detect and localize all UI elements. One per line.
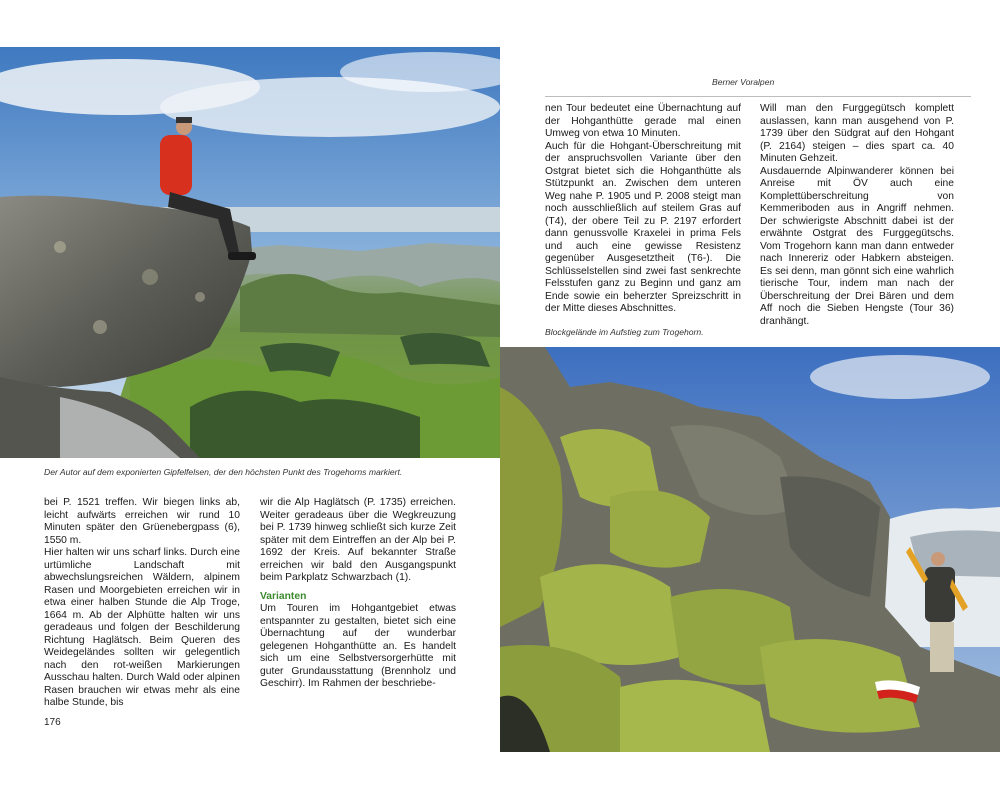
paragraph: bei P. 1521 treffen. Wir biegen links ab, leicht aufwärts erreichen wir rund 10 Minuten später den Grüenebergpass (6), 1550 m. [44,497,240,546]
paragraph: Ausdauernde Alpinwanderer können bei Anreise mit ÖV auch eine Komplettüberschreitung von Kemmeriboden aus in Angriff nehmen. Der schwierigste Abschnitt dabei ist der erwähnte Ostgrat des Furggegütschs. Vom Trogehorn kann man dann entweder nach Innereriz oder Habkern absteigen. Es sei denn, man gönnt sich eine wahrlich tierische Tour, indem man nach der Überschreitung der Drei Bären und dem Aff noch die Sieben Hengste (Tour 36) dranhängt. [760,165,954,327]
paragraph: Hier halten wir uns scharf links. Durch eine urtümliche Landschaft mit abwechslungsreichen Wäldern, alpinem Rasen und Moorgebieten erreichen wir in etwa einer halben Stunde die Alp Troge, 1664 m. Ab der Alphütte halten wir uns geradeaus und folgen der Beschilderung Richtung Haglätsch. Beim Queren des Weidegeländes sollten wir gelegentlich nach den rot-weißen Markierungen Ausschau halten. Durch Wald oder alpinen Rasen brauchen wir etwas mehr als eine halbe Stunde, bis [44,547,240,708]
paragraph: Um Touren im Hohgantgebiet etwas entspannter zu gestalten, bietet sich eine Übernachtung auf der wunderbar gelegenen Hohganthütte an. Es handelt sich um eine Selbstversorgerhütte mit guter Grundausstattung (Brennholz und Geschirr). Im Rahmen der beschriebe- [260,603,456,689]
boulder-field-photo [500,347,1000,752]
right-column-1 [545,103,741,316]
paragraph: Will man den Furggegütsch komplett auslassen, kann man ausgehend von P. 1739 über den Südgrat auf den Hohgant (P. 2164) steigen – dies spart ca. 40 Minuten Gehzeit. [760,103,954,164]
paragraph: nen Tour bedeutet eine Übernachtung auf der Hohganthütte gerade mal einen Umweg von etwa 10 Minuten. [545,103,741,139]
left-column-2 [260,497,456,691]
summit-photo [0,47,500,458]
page-number: 176 [44,717,61,728]
left-column-1 [44,497,240,710]
paragraph: Auch für die Hohgant-Überschreitung mit der anspruchsvollen Variante über den Ostgrat bietet sich die Hohganthütte als Stützpunkt an. Zwischen dem unteren Weg nahe P. 1905 und P. 2008 steigt man noch ausschließlich auf steilem Gras auf (T4), der obere Teil zu P. 2197 erfordert dann genussvolle Kraxelei in prima Fels und auch eine gewisse Resistenz gegenüber Ausgesetztheit (T6-). Die Schlüsselstellen sind zwei fast senkrechte Felsstufen ganz zu Beginn und ganz am Ende sowie ein beherzter Spreizschritt in der Mitte dieses Abschnittes. [545,140,741,314]
header-rule [545,96,971,97]
section-heading: Varianten [260,590,307,602]
left-photo-caption: Der Autor auf dem exponierten Gipfelfelsen, der den höchsten Punkt des Trogehorns markiert. [44,467,403,477]
right-photo-caption: Blockgelände im Aufstieg zum Trogehorn. [545,327,704,337]
running-header: Berner Voralpen [712,77,775,87]
paragraph: wir die Alp Haglätsch (P. 1735) erreichen. Weiter geradeaus über die Wegkreuzung bei P. 1739 hinweg schließt sich kurze Zeit später mit dem Eintreffen an der Alp bei P. 1692 der Kreis. Auf bekannter Straße erreichen wir bald den Ausgangspunkt beim Parkplatz Schwarzbach (1). [260,497,456,583]
right-column-2 [760,103,954,328]
